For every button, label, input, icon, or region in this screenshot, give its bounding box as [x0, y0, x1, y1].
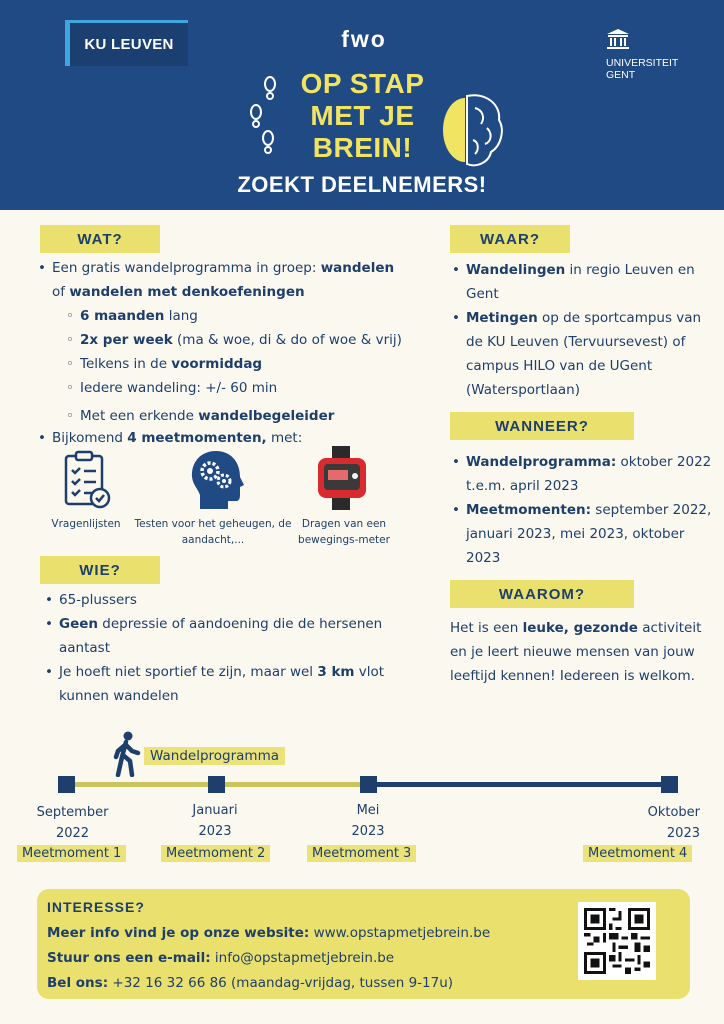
cognitive-tests-label: Testen voor het geheugen, de aandacht,...: [134, 518, 292, 546]
timeline-node-1: [58, 776, 75, 793]
timeline-node-4: [661, 776, 678, 793]
title-line-3: BREIN!: [312, 132, 413, 163]
contact-email[interactable]: Stuur ons een e-mail: info@opstapmetjebrein.be: [47, 950, 395, 966]
wat-list-2: [38, 426, 438, 450]
timeline-date-3: Mei 2023: [351, 803, 385, 839]
wie-item-age: • 65-plussers: [45, 588, 425, 612]
wat-sub-timing: ◦ Telkens in de voormiddag: [66, 352, 436, 376]
questionnaire-label: Vragenlijsten: [51, 518, 121, 530]
fwo-logo: fwo: [341, 26, 387, 52]
ugent-logo-line2: GENT: [606, 69, 636, 81]
wat-item1-text2: of: [52, 284, 70, 300]
wat-sub-frequency: ◦ 2x per week (ma & woe, di & do of woe & vrij): [66, 328, 436, 352]
activity-tracker-icon: [312, 446, 372, 510]
timeline-rest-segment: [368, 782, 670, 787]
waar-list: [452, 258, 716, 402]
waar-item-walks: • Wandelingen in regio Leuven en Gent: [452, 258, 716, 306]
wanneer-item-measurements: • Meetmomenten: september 2022, januari 2023, mei 2023, oktober 2023: [452, 498, 716, 570]
contact-lines: [47, 921, 567, 996]
timeline-date-4: Oktober 2023: [647, 805, 700, 841]
waarom-text: Het is een leuke, gezonde activiteit en je leert nieuwe mensen van jouw leeftijd kennen! Iedereen is welkom.: [450, 620, 702, 684]
walking-program-label: Wandelprogramma: [144, 747, 285, 765]
wanneer-list: [452, 450, 716, 570]
ku-leuven-logo: KU LEUVEN: [65, 20, 188, 66]
meetmoment-4: Meetmoment 4: [583, 845, 692, 862]
meetmoment-1: Meetmoment 1: [17, 845, 126, 862]
wat-item-measurements: • Bijkomend 4 meetmomenten, met:: [38, 426, 438, 450]
wat-item1-bold: wandelen: [320, 260, 395, 276]
wie-heading: WIE?: [40, 556, 160, 584]
wie-item-health: • Geen depressie of aandoening die de hersenen aantast: [45, 612, 425, 660]
title-line-1: OP STAP: [300, 68, 425, 99]
wat-item1-text: Een gratis wandelprogramma in groep:: [52, 260, 321, 276]
wat-sublist: [66, 304, 436, 428]
timeline-node-2: [208, 776, 225, 793]
wat-sub-duration: ◦ 6 maanden lang: [66, 304, 436, 328]
wat-heading: WAT?: [40, 225, 160, 253]
wie-item-fitness: • Je hoeft niet sportief te zijn, maar wel 3 km vlot kunnen wandelen: [45, 660, 425, 708]
timeline-date-2: Januari 2023: [192, 803, 238, 839]
ugent-logo-line1: UNIVERSITEIT: [606, 57, 679, 69]
wat-list: [38, 256, 438, 304]
poster-subtitle: ZOEKT DEELNEMERS!: [237, 172, 487, 197]
timeline-date-1: September 2022: [36, 805, 109, 841]
wanneer-item-program: • Wandelprogramma: oktober 2022 t.e.m. april 2023: [452, 450, 716, 498]
wat-item-program: [38, 256, 438, 304]
activity-tracker-label: Dragen van een bewegings-meter: [298, 518, 390, 546]
wie-list: [45, 588, 425, 708]
timeline-node-3: [360, 776, 377, 793]
university-building-icon: [606, 28, 630, 50]
qr-code[interactable]: [578, 902, 656, 980]
wat-sub-length: ◦ Iedere wandeling: +/- 60 min: [66, 376, 436, 400]
waar-item-measurements: • Metingen op de sportcampus van de KU Leuven (Tervuursevest) of campus HILO van de UGent (Watersportlaan): [452, 306, 716, 402]
meetmoment-3: Meetmoment 3: [307, 845, 416, 862]
contact-heading: INTERESSE?: [47, 899, 145, 915]
wanneer-heading: WANNEER?: [450, 412, 634, 440]
contact-phone[interactable]: Bel ons: +32 16 32 66 86 (maandag-vrijdag, tussen 9-17u): [47, 975, 454, 991]
title-line-2: MET JE: [310, 100, 415, 131]
head-gears-icon: [188, 449, 244, 511]
qr-code-pattern: [584, 908, 650, 974]
meetmoment-2: Meetmoment 2: [161, 845, 270, 862]
walking-person-icon: [110, 731, 142, 777]
poster-title: [260, 68, 465, 164]
contact-website[interactable]: Meer info vind je op onze website: www.opstapmetjebrein.be: [47, 925, 491, 941]
questionnaire-icon: [62, 450, 112, 510]
waar-heading: WAAR?: [450, 225, 570, 253]
ugent-logo: [606, 28, 686, 81]
wat-item1-bold2: wandelen met denkoefeningen: [69, 284, 305, 300]
wat-sub-guide: ◦ Met een erkende wandelbegeleider: [66, 404, 436, 428]
waarom-heading: WAAROM?: [450, 580, 634, 608]
header-banner: [0, 0, 724, 210]
